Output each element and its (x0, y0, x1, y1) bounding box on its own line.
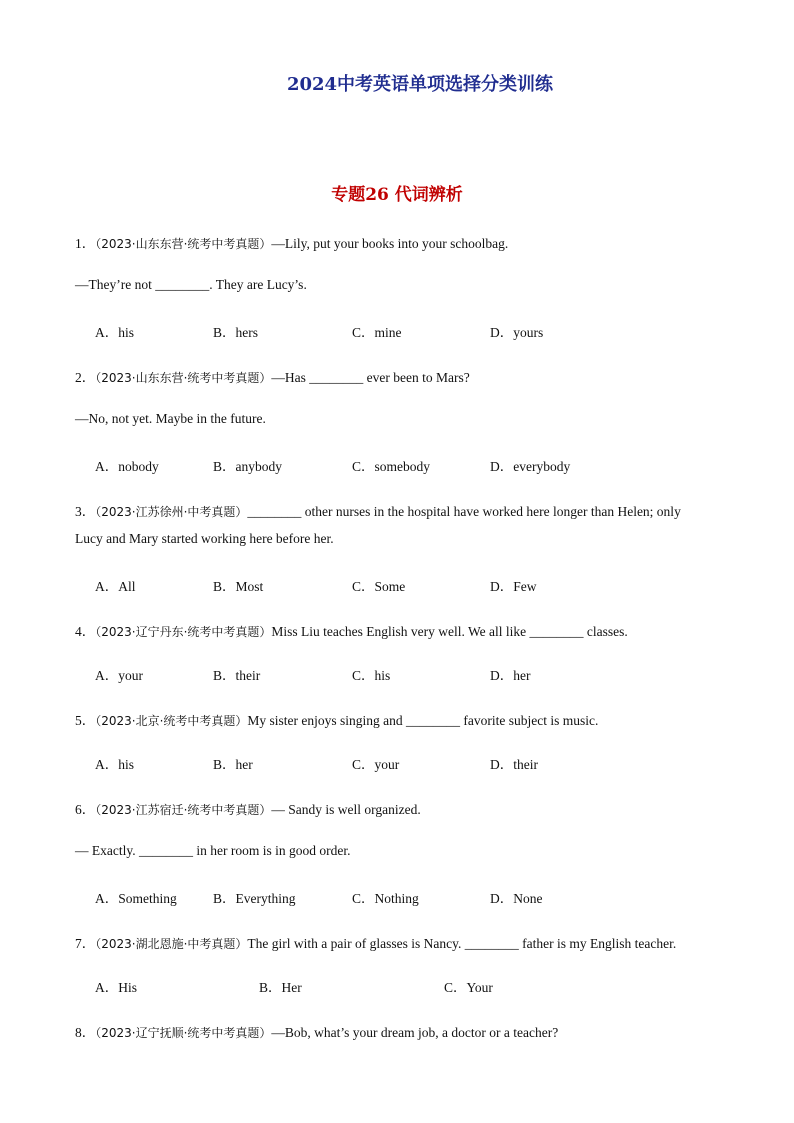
question-text: The girl with a pair of glasses is Nancy. ________ father is my English teacher. (247, 936, 677, 951)
page-title: 2024中考英语单项选择分类训练 (286, 74, 554, 95)
question-2 (75, 366, 470, 386)
option-c: C．your (352, 757, 400, 772)
question-5 (75, 709, 598, 729)
question-6 (75, 798, 421, 818)
question-source: （2023·湖北恩施·中考真题） (95, 937, 248, 951)
question-1-line2: —They’re not ________. They are Lucy’s. (75, 277, 307, 292)
question-number: 8． (75, 1025, 96, 1040)
question-text: Miss Liu teaches English very well. We all like ________ classes. (271, 624, 628, 639)
option-d: D．None (490, 891, 543, 906)
question-number: 7． (75, 936, 96, 951)
section-title: 专题26 代词辨析 (331, 185, 463, 205)
option-d: D．everybody (490, 459, 571, 474)
option-a: A．All (95, 579, 136, 594)
question-3 (75, 500, 681, 520)
option-b: B．their (213, 668, 261, 683)
question-text: — Sandy is well organized. (271, 802, 421, 817)
option-a: A．Something (95, 891, 177, 906)
option-c: C．somebody (352, 459, 431, 474)
option-c: C．Some (352, 579, 406, 594)
option-a: A．his (95, 325, 135, 340)
question-text: —Has ________ ever been to Mars? (271, 370, 470, 385)
question-number: 1． (75, 236, 96, 251)
question-text: My sister enjoys singing and ________ favorite subject is music. (247, 713, 599, 728)
question-source: （2023·北京·统考中考真题） (95, 714, 248, 728)
question-number: 4． (75, 624, 96, 639)
question-2-line2: —No, not yet. Maybe in the future. (75, 411, 266, 426)
question-number: 2． (75, 370, 96, 385)
question-text: —Lily, put your books into your schoolbag. (271, 236, 509, 251)
question-text: ________ other nurses in the hospital have worked here longer than Helen; only (247, 504, 681, 519)
option-b: B．Everything (213, 891, 296, 906)
option-c: C．Nothing (352, 891, 419, 906)
option-a: A．your (95, 668, 143, 683)
question-1 (75, 232, 508, 252)
option-d: D．yours (490, 325, 544, 340)
question-4 (75, 620, 628, 640)
question-8 (75, 1021, 558, 1041)
option-d: D．her (490, 668, 531, 683)
option-b: B．anybody (213, 459, 282, 474)
question-number: 5． (75, 713, 96, 728)
option-b: B．her (213, 757, 253, 772)
option-b: B．hers (213, 325, 258, 340)
option-b: B．Her (259, 980, 302, 995)
question-source: （2023·辽宁丹东·统考中考真题） (95, 625, 272, 639)
question-text: —Bob, what’s your dream job, a doctor or a teacher? (271, 1025, 559, 1040)
question-source: （2023·辽宁抚顺·统考中考真题） (95, 1026, 272, 1040)
question-source: （2023·江苏宿迁·统考中考真题） (95, 803, 272, 817)
option-a: A．his (95, 757, 135, 772)
question-source: （2023·江苏徐州·中考真题） (95, 505, 248, 519)
question-7 (75, 932, 676, 952)
question-source: （2023·山东东营·统考中考真题） (95, 371, 272, 385)
question-number: 6． (75, 802, 96, 817)
option-c: C．his (352, 668, 391, 683)
question-3-line2: Lucy and Mary started working here before her. (75, 531, 334, 546)
option-d: D．their (490, 757, 538, 772)
option-a: A．nobody (95, 459, 159, 474)
option-a: A．His (95, 980, 138, 995)
question-6-line2: — Exactly. ________ in her room is in good order. (75, 843, 351, 858)
question-source: （2023·山东东营·统考中考真题） (95, 237, 272, 251)
option-c: C．Your (444, 980, 493, 995)
option-d: D．Few (490, 579, 537, 594)
question-number: 3． (75, 504, 96, 519)
option-c: C．mine (352, 325, 402, 340)
option-b: B．Most (213, 579, 264, 594)
